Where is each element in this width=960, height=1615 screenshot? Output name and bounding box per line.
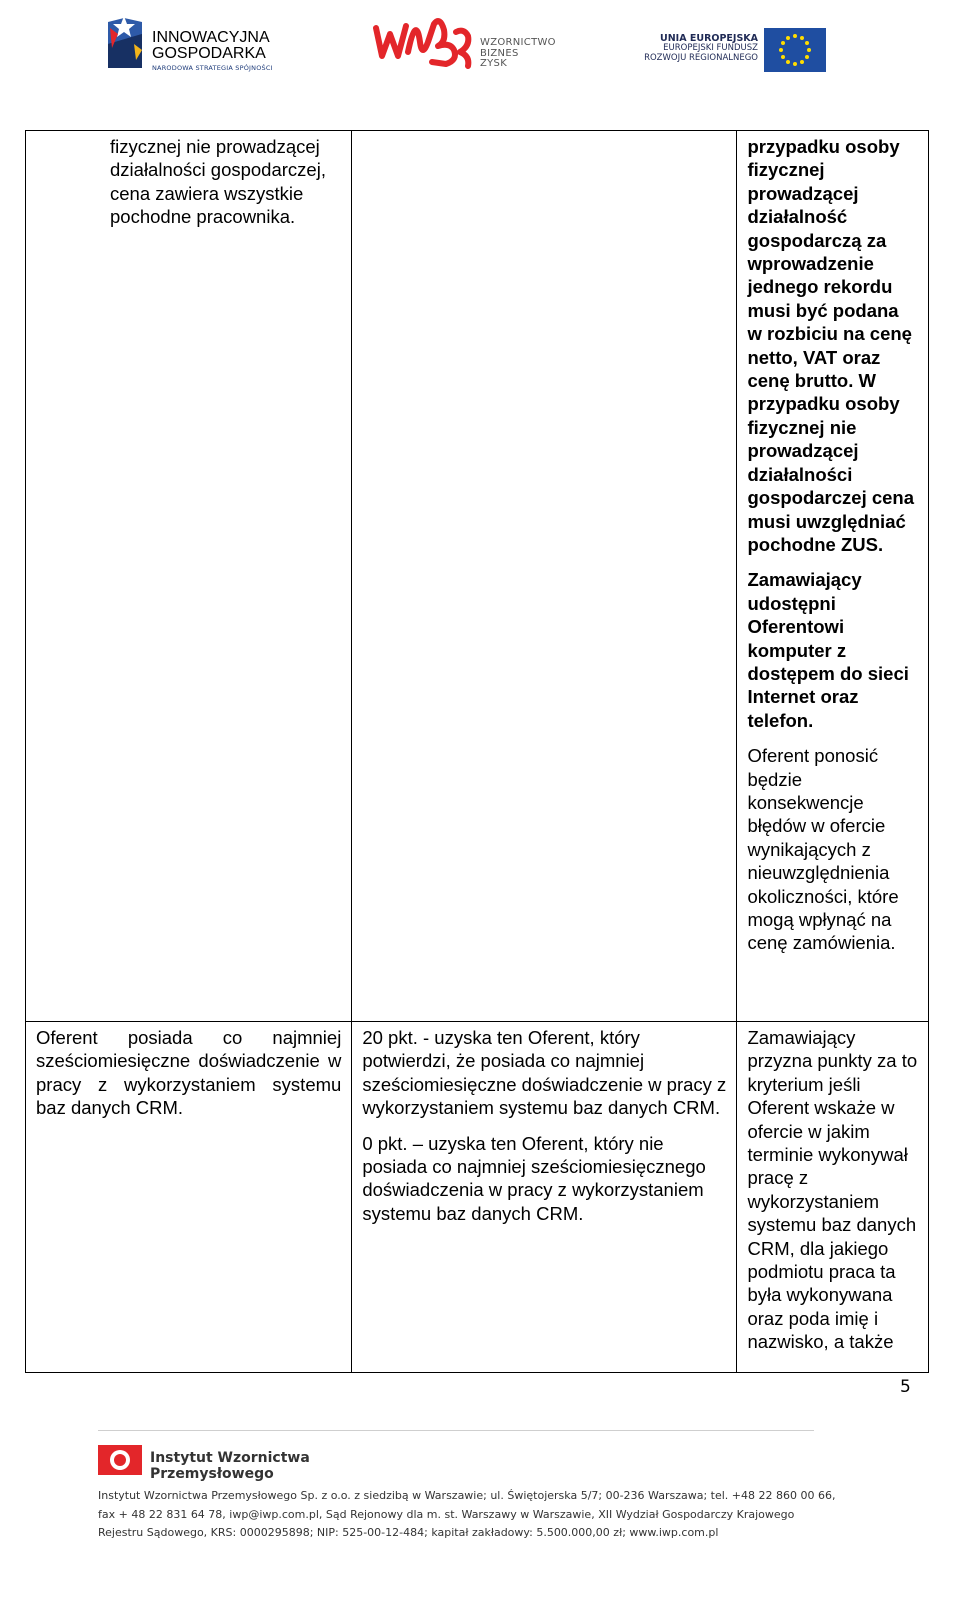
wbz-line1: WZORNICTWO <box>480 37 556 48</box>
table-row <box>26 131 929 1022</box>
ig-line3: NARODOWA STRATEGIA SPÓJNOŚCI <box>152 64 273 72</box>
wbz-text <box>480 38 556 70</box>
innowacyjna-gospodarka-emblem <box>104 14 146 70</box>
iwp-logo <box>98 1445 438 1482</box>
table-cell-criterion <box>26 131 352 1022</box>
row1-col3-para2: Zamawiający udostępni Oferentowi komputer z dostępem do sieci Internet oraz telefon. <box>747 569 909 731</box>
table-cell-remarks <box>737 131 929 1022</box>
innowacyjna-gospodarka-logo <box>104 10 284 74</box>
ig-line2: GOSPODARKA <box>152 45 266 62</box>
page-header <box>0 0 960 90</box>
row2-col1-text: Oferent posiada co najmniej sześciomiesięczne doświadczenie w pracy z wykorzystaniem systemu baz danych CRM. <box>36 1027 342 1119</box>
footer-divider <box>98 1430 814 1431</box>
footer-line1: Instytut Wzornictwa Przemysłowego Sp. z o.o. z siedzibą w Warszawie; ul. Świętojerska 5/7; 00-236 Warszawa; tel. +48 22 860 00 66, <box>98 1489 836 1502</box>
row1-col3-para3: Oferent ponosić będzie konsekwencje błędów w ofercie wynikających z nieuwzględnienia okoliczności, które mogą wpłynąć na cenę zamówienia. <box>747 745 899 954</box>
wbz-line3: ZYSK <box>480 58 508 69</box>
eu-fund-logo <box>640 10 840 74</box>
footer-line2: fax + 48 22 831 64 78, iwp@iwp.com.pl, Sąd Rejonowy dla m. st. Warszawy w Warszawie, XII Wydział Gospodarczy Krajowego <box>98 1507 795 1521</box>
eu-fund-text <box>640 34 758 63</box>
footer-company-info <box>98 1487 838 1543</box>
row2-col2-para1: 20 pkt. - uzyska ten Oferent, który potwierdzi, że posiada co najmniej sześciomiesięczne doświadczenie w pracy z wykorzystaniem systemu baz danych CRM. <box>362 1027 727 1119</box>
eu-flag-icon <box>764 28 826 72</box>
table-cell-scoring <box>352 1022 737 1373</box>
row2-col3-text: Zamawiający przyzna punkty za to kryterium jeśli Oferent wskaże w ofercie w jakim terminie wykonywał pracę z wykorzystaniem systemu baz danych CRM, dla jakiego podmiotu praca ta była wykonywana oraz poda imię i nazwisko, a także <box>747 1027 918 1353</box>
eu-line2: EUROPEJSKI FUNDUSZ <box>663 43 758 54</box>
innowacyjna-gospodarka-text <box>152 30 284 72</box>
wzornictwo-biznes-zysk-logo <box>372 10 572 74</box>
page-number: 5 <box>900 1377 911 1397</box>
row2-col2-para2: 0 pkt. – uzyska ten Oferent, który nie posiada co najmniej sześciomiesięcznego doświadczenia w pracy z wykorzystaniem systemu baz danych CRM. <box>362 1132 706 1224</box>
ig-line1: INNOWACYJNA <box>152 29 269 46</box>
row1-col3-para1: przypadku osoby fizycznej prowadzącej działalność gospodarczą za wprowadzenie jednego rekordu musi być podana w rozbiciu na cenę netto, VAT oraz cenę brutto. W przypadku osoby fizycznej nie prowadzącej działalności gospodarczej cena musi uwzględniać pochodne ZUS. <box>747 136 915 555</box>
iwp-name: Instytut Wzornictwa Przemysłowego <box>150 1450 310 1482</box>
eu-line1: UNIA EUROPEJSKA <box>660 33 758 44</box>
eu-line3: ROZWOJU REGIONALNEGO <box>644 52 758 63</box>
table-cell-remarks <box>737 1022 929 1373</box>
table-cell-scoring <box>352 131 737 1022</box>
criteria-table <box>25 130 929 1373</box>
criteria-table-wrapper <box>25 130 929 1373</box>
footer-line3: Rejestru Sądowego, KRS: 0000295898; NIP: 525-00-12-484; kapitał zakładowy: 5.500.000,00 zł; www.iwp.com.pl <box>98 1526 719 1539</box>
iwp-emblem-icon <box>98 1445 142 1475</box>
table-cell-criterion <box>26 1022 352 1373</box>
wbz-line2: BIZNES <box>480 47 519 59</box>
row1-col1-text: fizycznej nie prowadzącej działalności gospodarczej, cena zawiera wszystkie pochodne pracownika. <box>110 136 326 228</box>
table-row <box>26 1022 929 1373</box>
wbz-emblem <box>372 12 472 72</box>
